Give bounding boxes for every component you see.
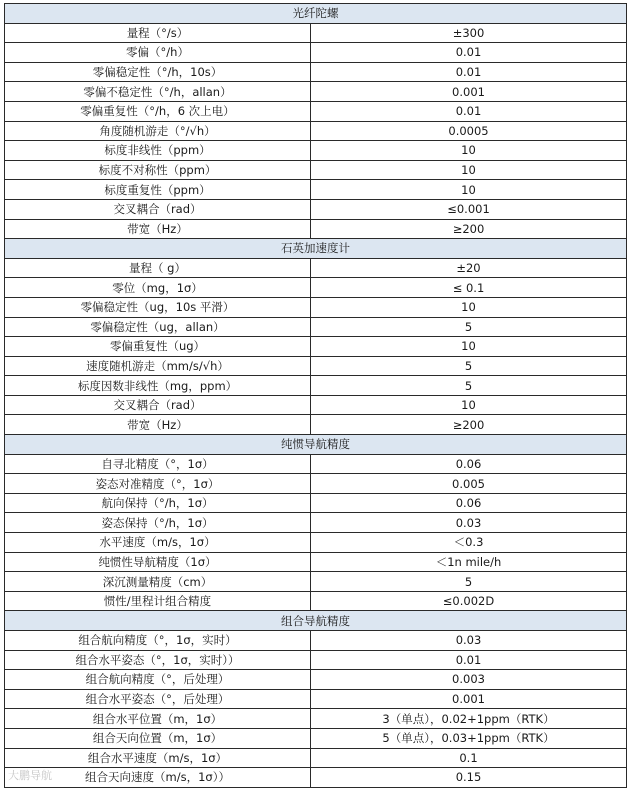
table-row [5,709,627,729]
table-row [5,376,627,396]
value-cell: 0.0005 [311,121,627,141]
value-cell: 0.001 [311,689,627,709]
table-row [5,180,627,200]
value-cell: 0.06 [311,454,627,474]
spec-table-body [5,4,627,788]
param-cell: 组合水平速度（m/s，1σ） [5,748,311,768]
spec-table [4,3,627,788]
value-cell: ≥200 [311,415,627,435]
table-row [5,572,627,592]
value-cell: 10 [311,180,627,200]
param-cell: 纯惯性导航精度（1σ） [5,552,311,572]
param-cell: 标度因数非线性（mg，ppm） [5,376,311,396]
value-cell: 0.03 [311,631,627,651]
value-cell: 0.005 [311,474,627,494]
value-cell: 0.01 [311,62,627,82]
value-cell: 10 [311,141,627,161]
table-row [5,121,627,141]
value-cell: 0.01 [311,101,627,121]
value-cell: ≤ 0.1 [311,278,627,298]
value-cell: 5 [311,317,627,337]
param-cell: 交叉耦合（rad） [5,199,311,219]
value-cell: 5 [311,376,627,396]
param-cell: 标度不对称性（ppm） [5,160,311,180]
param-cell: 速度随机游走（mm/s/√h） [5,356,311,376]
table-row [5,591,627,611]
param-cell: 零偏重复性（°/h，6 次上电） [5,101,311,121]
param-cell: 航向保持（°/h，1σ） [5,493,311,513]
table-row [5,474,627,494]
table-row [5,258,627,278]
table-row [5,62,627,82]
table-row [5,297,627,317]
param-cell: 组合水平姿态（°，后处理） [5,689,311,709]
value-cell: ＜0.3 [311,533,627,553]
value-cell: 10 [311,297,627,317]
param-cell: 零偏不稳定性（°/h，allan） [5,82,311,102]
value-cell: ≤0.002D [311,591,627,611]
param-cell: 深沉测量精度（cm） [5,572,311,592]
table-row [5,337,627,357]
value-cell: 0.15 [311,768,627,788]
table-row [5,768,627,788]
param-cell: 自寻北精度（°，1σ） [5,454,311,474]
table-row [5,317,627,337]
value-cell: 0.01 [311,650,627,670]
table-row [5,454,627,474]
param-cell: 组合天向位置（m，1σ） [5,728,311,748]
value-cell: 10 [311,337,627,357]
table-row [5,43,627,63]
value-cell: 0.06 [311,493,627,513]
param-cell: 零偏重复性（ug） [5,337,311,357]
table-row [5,356,627,376]
table-row [5,219,627,239]
table-row [5,415,627,435]
table-row [5,650,627,670]
value-cell: ±300 [311,23,627,43]
value-cell: 0.01 [311,43,627,63]
param-cell: 组合航向精度（°，后处理） [5,670,311,690]
section-header-row [5,4,627,24]
table-row [5,728,627,748]
value-cell: ±20 [311,258,627,278]
param-cell: 带宽（Hz） [5,219,311,239]
value-cell: 5（单点），0.03+1ppm（RTK） [311,728,627,748]
section-header-row [5,239,627,259]
table-row [5,533,627,553]
value-cell: ≤0.001 [311,199,627,219]
value-cell: 0.03 [311,513,627,533]
table-row [5,82,627,102]
section-title: 组合导航精度 [5,611,627,631]
param-cell: 零偏稳定性（ug，allan） [5,317,311,337]
value-cell: 0.003 [311,670,627,690]
table-row [5,493,627,513]
value-cell: 0.001 [311,82,627,102]
value-cell: 0.1 [311,748,627,768]
table-row [5,552,627,572]
param-cell: 交叉耦合（rad） [5,395,311,415]
value-cell: 5 [311,572,627,592]
value-cell: ＜1n mile/h [311,552,627,572]
table-row [5,278,627,298]
param-cell: 组合天向速度（m/s，1σ）） [5,768,311,788]
value-cell: 5 [311,356,627,376]
param-cell: 姿态保持（°/h，1σ） [5,513,311,533]
param-cell: 标度非线性（ppm） [5,141,311,161]
param-cell: 零位（mg，1σ） [5,278,311,298]
param-cell: 量程（ g） [5,258,311,278]
table-row [5,23,627,43]
section-title: 光纤陀螺 [5,4,627,24]
section-header-row [5,435,627,455]
table-row [5,748,627,768]
section-title: 石英加速度计 [5,239,627,259]
value-cell: 10 [311,395,627,415]
table-row [5,141,627,161]
table-row [5,395,627,415]
param-cell: 零偏稳定性（°/h，10s） [5,62,311,82]
table-row [5,689,627,709]
param-cell: 水平速度（m/s，1σ） [5,533,311,553]
section-header-row [5,611,627,631]
value-cell: 10 [311,160,627,180]
table-row [5,631,627,651]
table-row [5,199,627,219]
watermark: 大鹏导航 [8,769,52,782]
param-cell: 标度重复性（ppm） [5,180,311,200]
param-cell: 惯性/里程计组合精度 [5,591,311,611]
param-cell: 带宽（Hz） [5,415,311,435]
section-title: 纯惯导航精度 [5,435,627,455]
table-row [5,160,627,180]
value-cell: 3（单点），0.02+1ppm（RTK） [311,709,627,729]
param-cell: 姿态对准精度（°，1σ） [5,474,311,494]
param-cell: 组合水平位置（m，1σ） [5,709,311,729]
value-cell: ≥200 [311,219,627,239]
table-row [5,670,627,690]
table-row [5,513,627,533]
param-cell: 组合航向精度（°，1σ，实时） [5,631,311,651]
param-cell: 零偏稳定性（ug，10s 平滑） [5,297,311,317]
param-cell: 组合水平姿态（°，1σ，实时）） [5,650,311,670]
param-cell: 零偏（°/h） [5,43,311,63]
param-cell: 量程（°/s） [5,23,311,43]
table-row [5,101,627,121]
param-cell: 角度随机游走（°/√h） [5,121,311,141]
